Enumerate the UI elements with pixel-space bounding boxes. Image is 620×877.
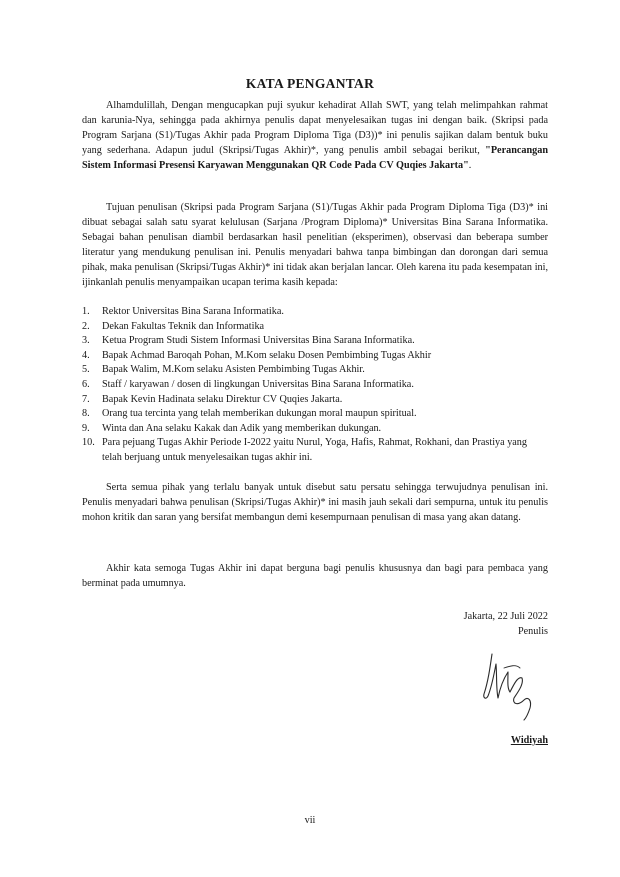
- list-text: Ketua Program Studi Sistem Informasi Universitas Bina Sarana Informatika.: [102, 335, 415, 347]
- list-item: [82, 305, 548, 320]
- acknowledgement-list: [82, 305, 548, 466]
- list-number: 3.: [82, 335, 90, 347]
- list-text: Para pejuang Tugas Akhir Periode I-2022 yaitu Nurul, Yoga, Hafis, Rahmat, Rokhani, dan Prastiya yang telah berjuang untuk menyelesaikan tugas akhir ini.: [102, 437, 527, 463]
- page-title: KATA PENGANTAR: [245, 76, 375, 91]
- list-item: [82, 320, 548, 335]
- author-role: Penulis: [517, 626, 548, 637]
- purpose-paragraph: [82, 200, 548, 296]
- list-number: 7.: [82, 393, 90, 405]
- list-item: [82, 393, 548, 408]
- list-text: Rektor Universitas Bina Sarana Informatika.: [102, 306, 284, 317]
- list-text: Winta dan Ana selaku Kakak dan Adik yang memberikan dukungan.: [102, 422, 382, 434]
- intro-end: .: [468, 160, 472, 171]
- list-text: Bapak Achmad Baroqah Pohan, M.Kom selaku Dosen Pembimbing Tugas Akhir: [102, 349, 432, 361]
- list-item: [82, 436, 548, 465]
- final-paragraph: [82, 561, 548, 597]
- intro-paragraph-text: [82, 98, 548, 173]
- thesis-title: "Perancangan Sistem Informasi Presensi Karyawan Menggunakan QR Code Pada CV Quqies Jakarta": [82, 145, 548, 171]
- final-paragraph-text: Akhir kata semoga Tugas Akhir ini dapat berguna bagi penulis khususnya dan bagi para pembaca yang berminat pada umumnya.: [82, 563, 548, 589]
- list-item: [82, 349, 548, 364]
- list-number: 2.: [82, 320, 90, 332]
- intro-paragraph: [82, 98, 548, 179]
- list-text: Staff / karyawan / dosen di lingkungan Universitas Bina Sarana Informatika.: [102, 378, 414, 390]
- list-text: Bapak Walim, M.Kom selaku Asisten Pembimbing Tugas Akhir.: [102, 364, 365, 376]
- list-item: [82, 422, 548, 437]
- list-item: [82, 378, 548, 393]
- list-number: 5.: [82, 364, 90, 376]
- closing-paragraph-text: Serta semua pihak yang terlalu banyak untuk disebut satu persatu sehingga terwujudnya penulisan ini. Penulis menyadari bahwa penulisan (Skripsi/Tugas Akhir)* ini masih jauh sekali dari sempurna, untuk itu penulis mohon kritik dan saran yang bersifat membangun demi kesempurnaan penulisan di masa yang akan datang.: [82, 482, 548, 523]
- list-item: [82, 334, 548, 349]
- list-item: [82, 407, 548, 422]
- list-number: 8.: [82, 408, 90, 420]
- list-text: Orang tua tercinta yang telah memberikan dukungan moral maupun spiritual.: [102, 408, 417, 420]
- closing-paragraph: [82, 480, 548, 531]
- place-date: Jakarta, 22 Juli 2022: [463, 611, 548, 622]
- signature-image: [474, 648, 538, 724]
- list-item: [82, 363, 548, 378]
- list-number: 1.: [82, 306, 90, 317]
- list-text: Bapak Kevin Hadinata selaku Direktur CV Quqies Jakarta.: [102, 393, 343, 405]
- list-number: 4.: [82, 349, 90, 361]
- list-number: 6.: [82, 378, 90, 390]
- list-text: Dekan Fakultas Teknik dan Informatika: [102, 320, 265, 332]
- purpose-paragraph-text: Tujuan penulisan (Skripsi pada Program Sarjana (S1)/Tugas Akhir pada Program Diploma Tiga (D3)* ini dibuat sebagai salah satu syarat kelulusan (Sarjana /Program Diploma)* Universitas Bina Sarana Informatika. Sebagai bahan penulisan diambil berdasarkan hasil penelitian (eksperimen), observasi dan beberapa sumber literatur yang mendukung penulisan ini. Penulis menyadari bahwa tanpa bimbingan dan dorongan dari semua pihak, maka penulisan (Skripsi/Tugas Akhir)* ini tidak akan berjalan lancar. Oleh karena itu pada kesempatan ini, ijinkanlah penulis menyampaikan ucapan terima kasih kepada:: [82, 202, 548, 288]
- author-name: Widiyah: [510, 735, 548, 746]
- list-number: 9.: [82, 422, 90, 434]
- list-number: 10.: [82, 437, 95, 449]
- page-number: vii: [304, 815, 316, 826]
- intro-text: Alhamdulillah, Dengan mengucapkan puji syukur kehadirat Allah SWT, yang telah melimpahkan rahmat dan karunia-Nya, sehingga pada akhirnya penulis dapat menyelesaikan tugas ini dengan baik. (Skripsi pada Program Sarjana (S1)/Tugas Akhir pada Program Diploma Tiga (D3))* ini penulis sajikan dalam bentuk buku yang sederhana. Adapun judul (Skripsi/Tugas Akhir)*, yang penulis ambil sebagai berikut,: [82, 100, 548, 156]
